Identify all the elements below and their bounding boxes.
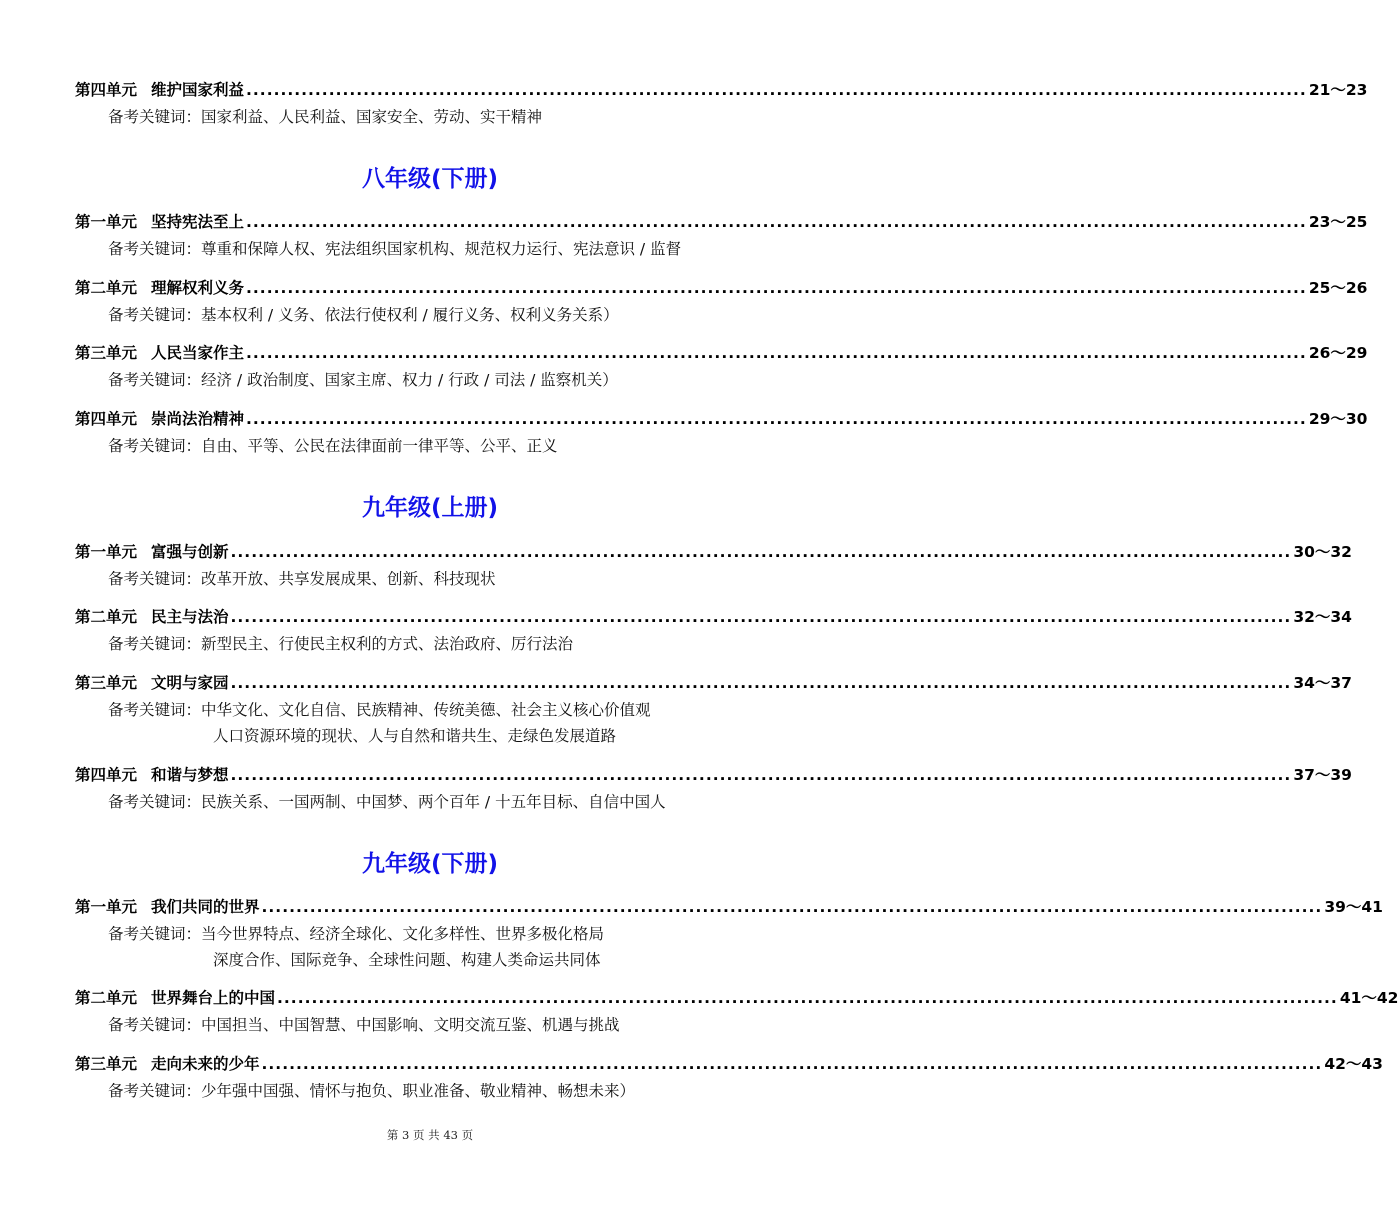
keywords-line: 备考关键词：当今世界特点、经济全球化、文化多样性、世界多极化格局 [108, 925, 605, 943]
toc-entry[interactable] [75, 986, 1398, 1038]
keywords-line: 备考关键词：中国担当、中国智慧、中国影响、文明交流互鉴、机遇与挑战 [108, 1016, 620, 1034]
toc-entry[interactable] [75, 763, 1352, 815]
unit-title: 维护国家利益 [151, 81, 245, 99]
page-range: 39～41 [1324, 898, 1383, 916]
dot-leader: .......................................................................................................................................................... [230, 543, 1292, 561]
keywords-line: 备考关键词：自由、平等、公民在法律面前一律平等、公平、正义 [108, 437, 558, 455]
keywords-line-continued: 人口资源环境的现状、人与自然和谐共生、走绿色发展道路 [213, 727, 617, 745]
keywords-line: 备考关键词：经济 / 政治制度、国家主席、权力 / 行政 / 司法 / 监察机关） [108, 371, 618, 389]
page-range: 29～30 [1308, 410, 1368, 428]
unit-title: 我们共同的世界 [151, 898, 260, 916]
page-footer: 第 3 页 共 43 页 [386, 1128, 474, 1142]
toc-entry[interactable] [75, 895, 1383, 973]
dot-leader: .......................................................................................................................................................... [230, 766, 1292, 784]
toc-entry[interactable] [75, 605, 1352, 657]
unit-title: 坚持宪法至上 [151, 213, 245, 231]
unit-number: 第一单元 [75, 213, 138, 231]
dot-leader: .......................................................................................................................................................... [246, 213, 1307, 231]
page-range: 41～42 [1339, 989, 1398, 1007]
unit-number: 第三单元 [75, 674, 138, 692]
dot-leader: .......................................................................................................................................................... [246, 344, 1307, 362]
toc-entry[interactable] [75, 407, 1368, 459]
unit-title: 文明与家园 [151, 674, 229, 692]
unit-number: 第三单元 [75, 344, 138, 362]
unit-number: 第四单元 [75, 410, 138, 428]
page-range: 30～32 [1293, 543, 1352, 561]
page-range: 32～34 [1293, 608, 1352, 626]
dot-leader: .......................................................................................................................................................... [230, 608, 1292, 626]
page-range: 37～39 [1293, 766, 1352, 784]
page-range: 25～26 [1308, 279, 1368, 297]
unit-title: 人民当家作主 [151, 344, 245, 362]
toc-entry[interactable] [75, 78, 1368, 130]
page-range: 42～43 [1324, 1055, 1383, 1073]
unit-title: 崇尚法治精神 [151, 410, 245, 428]
unit-number: 第二单元 [75, 279, 138, 297]
unit-number: 第三单元 [75, 1055, 138, 1073]
keywords-line: 备考关键词：新型民主、行使民主权利的方式、法治政府、厉行法治 [108, 635, 574, 653]
grade-heading: 九年级(下册) [361, 851, 499, 877]
dot-leader: .......................................................................................................................................................... [246, 81, 1307, 99]
toc-entry[interactable] [75, 210, 1368, 262]
dot-leader: .......................................................................................................................................................... [230, 674, 1292, 692]
keywords-line: 备考关键词：基本权利 / 义务、依法行使权利 / 履行义务、权利义务关系） [108, 306, 619, 324]
page-range: 34～37 [1293, 674, 1352, 692]
toc-entry[interactable] [75, 276, 1368, 328]
keywords-line: 备考关键词：民族关系、一国两制、中国梦、两个百年 / 十五年目标、自信中国人 [108, 793, 666, 811]
grade-heading: 九年级(上册) [361, 495, 499, 521]
unit-title: 走向未来的少年 [151, 1055, 260, 1073]
keywords-line: 备考关键词：中华文化、文化自信、民族精神、传统美德、社会主义核心价值观 [108, 701, 651, 719]
page-range: 23～25 [1308, 213, 1368, 231]
keywords-line: 备考关键词：国家利益、人民利益、国家安全、劳动、实干精神 [108, 108, 543, 126]
toc-entry[interactable] [75, 671, 1352, 749]
keywords-line: 备考关键词：少年强中国强、情怀与抱负、职业准备、敬业精神、畅想未来） [108, 1082, 636, 1100]
toc-entry[interactable] [75, 540, 1352, 592]
dot-leader: .......................................................................................................................................................... [261, 1055, 1323, 1073]
dot-leader: .......................................................................................................................................................... [246, 279, 1307, 297]
keywords-line: 备考关键词：尊重和保障人权、宪法组织国家机构、规范权力运行、宪法意识 / 监督 [108, 240, 682, 258]
unit-title: 和谐与梦想 [151, 766, 229, 784]
dot-leader: .......................................................................................................................................................... [277, 989, 1338, 1007]
unit-title: 理解权利义务 [151, 279, 245, 297]
toc-entry[interactable] [75, 341, 1368, 393]
page-range: 26～29 [1308, 344, 1368, 362]
unit-number: 第二单元 [75, 989, 138, 1007]
unit-number: 第四单元 [75, 81, 138, 99]
unit-number: 第一单元 [75, 898, 138, 916]
keywords-line: 备考关键词：改革开放、共享发展成果、创新、科技现状 [108, 570, 496, 588]
unit-number: 第一单元 [75, 543, 138, 561]
unit-title: 富强与创新 [151, 543, 229, 561]
keywords-line-continued: 深度合作、国际竞争、全球性问题、构建人类命运共同体 [213, 951, 601, 969]
grade-heading: 八年级(下册) [361, 166, 499, 192]
toc-entry[interactable] [75, 1052, 1383, 1104]
unit-title: 世界舞台上的中国 [151, 989, 276, 1007]
unit-number: 第四单元 [75, 766, 138, 784]
unit-number: 第二单元 [75, 608, 138, 626]
unit-title: 民主与法治 [151, 608, 229, 626]
page-range: 21～23 [1308, 81, 1368, 99]
dot-leader: .......................................................................................................................................................... [261, 898, 1323, 916]
dot-leader: .......................................................................................................................................................... [246, 410, 1307, 428]
